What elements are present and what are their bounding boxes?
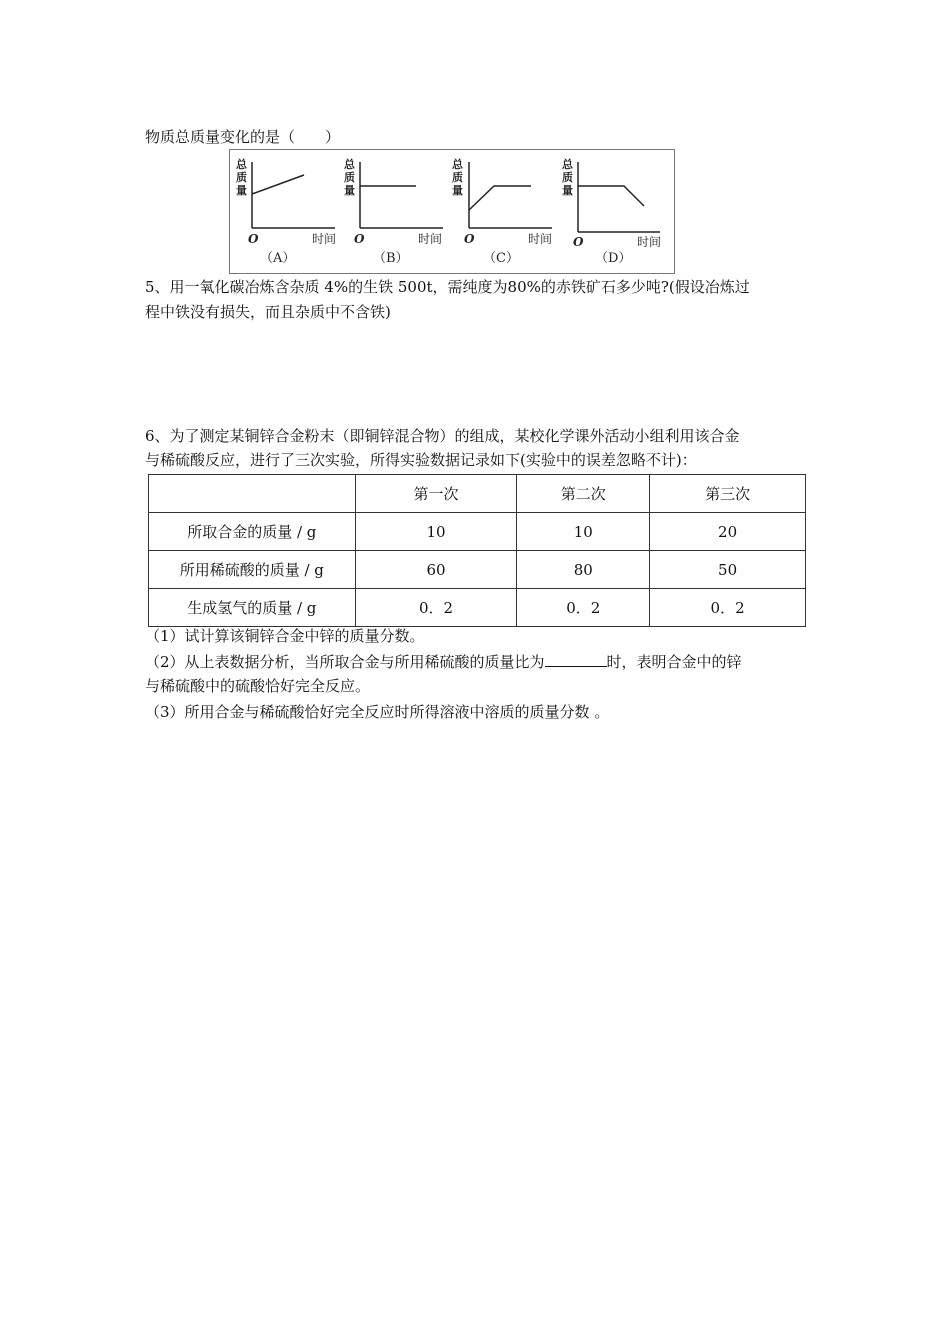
q5-line-1: 5、用一氧化碳冶炼含杂质 4%的生铁 500t，需纯度为80%的赤铁矿石多少吨?(假设冶炼过 xyxy=(145,278,750,296)
graph-d-caption: （D） xyxy=(595,251,632,266)
q5-line-2: 程中铁没有损失，而且杂质中不含铁) xyxy=(145,303,391,321)
graph-a-ylabel-1: 总 xyxy=(236,158,247,171)
graph-d-ylabel-3: 量 xyxy=(562,184,573,197)
graph-d xyxy=(562,157,661,266)
graph-b-origin: O xyxy=(354,232,365,246)
table-cell: 所取合金的质量 / g xyxy=(149,513,356,551)
graph-c xyxy=(452,157,552,266)
graph-a xyxy=(236,157,336,266)
graph-c-caption: （C） xyxy=(483,251,519,266)
table-row xyxy=(149,551,806,589)
q6-sub-2-cont: 与稀硫酸中的硫酸恰好完全反应。 xyxy=(145,677,371,695)
q4-graphs-svg xyxy=(230,150,676,275)
graph-b-ylabel-3: 量 xyxy=(344,184,355,197)
q6-sub-3: （3）所用合金与稀硫酸恰好完全反应时所得溶液中溶质的质量分数 。 xyxy=(145,703,610,721)
q6-sub-2-text-b: 时，表明合金中的锌 xyxy=(606,653,742,671)
table-cell: 0．2 xyxy=(355,589,517,627)
graph-d-curve xyxy=(578,186,644,206)
graph-b-ylabel-1: 总 xyxy=(344,158,355,171)
table-cell: 所用稀硫酸的质量 / g xyxy=(149,551,356,589)
table-cell: 20 xyxy=(650,513,806,551)
table-cell: 80 xyxy=(517,551,650,589)
graph-c-ylabel-3: 量 xyxy=(452,184,463,197)
q6-line-1: 6、为了测定某铜锌合金粉末（即铜锌混合物）的组成，某校化学课外活动小组利用该合金 xyxy=(145,427,740,445)
graph-b xyxy=(344,157,443,266)
graph-d-origin: O xyxy=(573,235,584,249)
table-header-cell: 第一次 xyxy=(355,475,517,513)
graph-b-caption: （B） xyxy=(373,251,409,266)
table-cell: 60 xyxy=(355,551,517,589)
answer-blank[interactable] xyxy=(545,652,607,667)
table-cell: 10 xyxy=(517,513,650,551)
graph-a-ylabel-3: 量 xyxy=(236,184,247,197)
graph-c-curve xyxy=(469,186,531,210)
q6-line-2: 与稀硫酸反应，进行了三次实验，所得实验数据记录如下(实验中的误差忽略不计)： xyxy=(145,451,697,469)
graph-a-ylabel-2: 质 xyxy=(236,171,247,184)
graph-b-xlabel: 时间 xyxy=(418,232,443,246)
graph-d-xlabel: 时间 xyxy=(637,235,662,249)
table-cell: 生成氢气的质量 / g xyxy=(149,589,356,627)
table-cell: 0．2 xyxy=(650,589,806,627)
graph-c-ylabel-2: 质 xyxy=(452,171,463,184)
table-cell: 50 xyxy=(650,551,806,589)
table-header-cell: 第二次 xyxy=(517,475,650,513)
table-row xyxy=(149,513,806,551)
table-cell: 0．2 xyxy=(517,589,650,627)
graph-c-origin: O xyxy=(464,232,475,246)
table-header-cell: 第三次 xyxy=(650,475,806,513)
table-header-row xyxy=(149,475,806,513)
graph-c-ylabel-1: 总 xyxy=(452,158,463,171)
q4-graph-figure xyxy=(229,149,675,274)
table-header-cell xyxy=(149,475,356,513)
graph-a-caption: （A） xyxy=(260,251,296,266)
graph-a-origin: O xyxy=(248,232,259,246)
q6-sub-2-text-a: （2）从上表数据分析，当所取合金与所用稀硫酸的质量比为 xyxy=(145,653,545,671)
graph-d-ylabel-2: 质 xyxy=(562,171,573,184)
graph-a-curve xyxy=(252,175,304,194)
graph-d-ylabel-1: 总 xyxy=(562,158,573,171)
q4-stem-tail: 物质总质量变化的是（ ） xyxy=(145,128,341,146)
graph-c-xlabel: 时间 xyxy=(528,232,553,246)
graph-b-ylabel-2: 质 xyxy=(344,171,355,184)
graph-a-xlabel: 时间 xyxy=(312,232,337,246)
q6-sub-1: （1）试计算该铜锌合金中锌的质量分数。 xyxy=(145,627,425,645)
q6-sub-2 xyxy=(145,652,742,672)
table-cell: 10 xyxy=(355,513,517,551)
q6-data-table xyxy=(148,474,806,627)
table-row xyxy=(149,589,806,627)
